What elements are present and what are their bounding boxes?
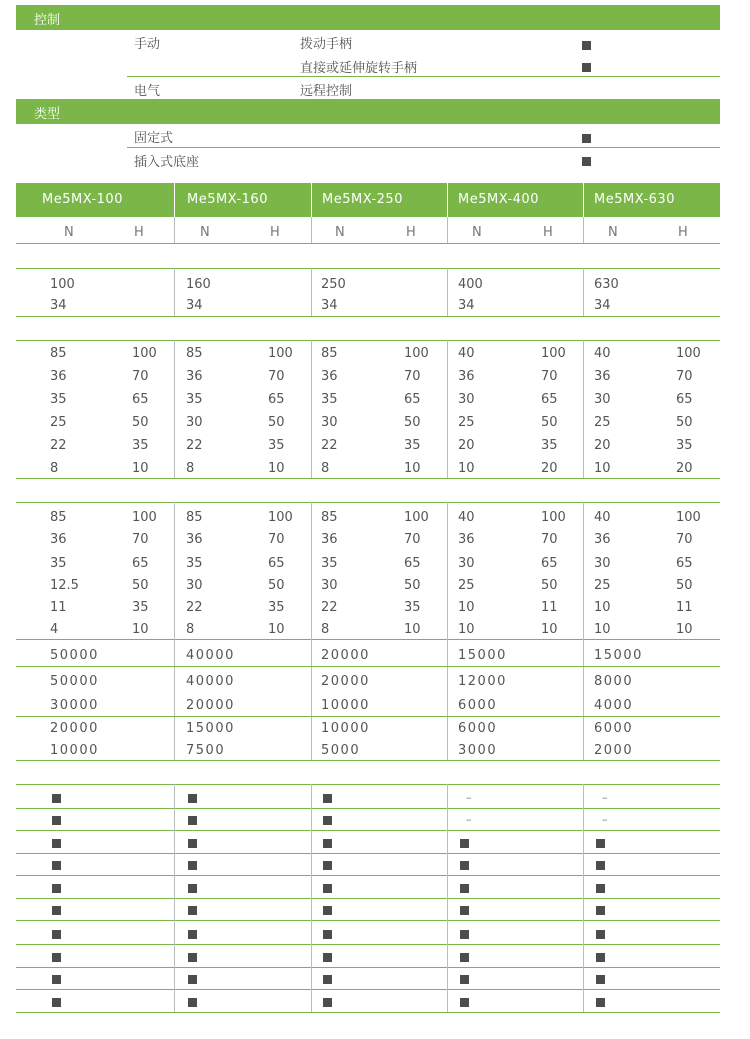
service-capacity-h: 50 — [541, 578, 558, 593]
rated-voltage: 34 — [50, 298, 67, 313]
available-mark — [188, 930, 197, 939]
column-separator — [311, 340, 312, 478]
service-capacity-h: 65 — [404, 556, 421, 571]
service-capacity-n: 36 — [321, 532, 338, 547]
model-header-0: Me5MX-100 — [16, 183, 174, 217]
available-mark — [323, 861, 332, 870]
breaking-capacity-h: 50 — [676, 415, 693, 430]
available-mark — [323, 930, 332, 939]
life-value: 4000 — [594, 698, 634, 713]
service-capacity-h: 65 — [268, 556, 285, 571]
service-capacity-h: 65 — [676, 556, 693, 571]
row-divider — [16, 830, 720, 831]
life-value: 6000 — [594, 721, 634, 736]
service-capacity-h: 10 — [268, 622, 285, 637]
row-divider — [16, 502, 720, 503]
life-value: 10000 — [321, 721, 370, 736]
n-label: N — [200, 225, 210, 240]
row-divider — [16, 920, 720, 921]
service-capacity-h: 35 — [268, 600, 285, 615]
breaking-capacity-n: 35 — [50, 392, 67, 407]
available-mark — [460, 975, 469, 984]
breaking-capacity-h: 50 — [268, 415, 285, 430]
breaking-capacity-n: 30 — [186, 415, 203, 430]
available-mark — [52, 906, 61, 915]
row-divider — [16, 784, 720, 785]
available-mark — [188, 906, 197, 915]
model-header-4: Me5MX-630 — [584, 183, 720, 217]
column-separator — [447, 340, 448, 478]
row-divider — [16, 316, 720, 317]
row-divider — [16, 853, 720, 854]
service-capacity-h: 10 — [541, 622, 558, 637]
breaking-capacity-n: 36 — [186, 369, 203, 384]
breaking-capacity-h: 50 — [541, 415, 558, 430]
row-divider — [16, 967, 720, 968]
available-mark — [460, 861, 469, 870]
breaking-capacity-h: 10 — [132, 461, 149, 476]
service-capacity-n: 30 — [186, 578, 203, 593]
breaking-capacity-n: 10 — [458, 461, 475, 476]
available-mark — [188, 998, 197, 1007]
service-capacity-n: 25 — [594, 578, 611, 593]
available-mark — [52, 975, 61, 984]
service-capacity-n: 11 — [50, 600, 67, 615]
service-capacity-h: 50 — [268, 578, 285, 593]
life-value: 20000 — [50, 721, 99, 736]
column-separator — [311, 639, 312, 760]
service-capacity-n: 22 — [186, 600, 203, 615]
available-mark — [596, 861, 605, 870]
model-header-2: Me5MX-250 — [312, 183, 447, 217]
life-value: 5000 — [321, 743, 361, 758]
life-value: 8000 — [594, 674, 634, 689]
service-capacity-n: 85 — [321, 510, 338, 525]
life-value: 40000 — [186, 648, 235, 663]
available-mark — [460, 884, 469, 893]
service-capacity-h: 100 — [268, 510, 293, 525]
breaking-capacity-n: 36 — [458, 369, 475, 384]
column-separator — [583, 502, 584, 639]
available-mark — [596, 953, 605, 962]
breaking-capacity-h: 70 — [268, 369, 285, 384]
electric-label: 电气 — [134, 84, 161, 99]
life-value: 7500 — [186, 743, 226, 758]
breaking-capacity-h: 20 — [676, 461, 693, 476]
breaking-capacity-h: 35 — [676, 438, 693, 453]
rated-current: 160 — [186, 277, 211, 292]
service-capacity-n: 36 — [458, 532, 475, 547]
service-capacity-h: 11 — [676, 600, 693, 615]
column-separator — [447, 268, 448, 316]
breaking-capacity-h: 35 — [541, 438, 558, 453]
control-title: 控制 — [34, 13, 61, 28]
n-label: N — [335, 225, 345, 240]
available-mark — [52, 998, 61, 1007]
available-mark — [52, 861, 61, 870]
fixed-label: 固定式 — [134, 131, 174, 146]
available-mark — [52, 884, 61, 893]
service-capacity-h: 100 — [132, 510, 157, 525]
column-separator — [174, 340, 175, 478]
breaking-capacity-h: 10 — [268, 461, 285, 476]
breaking-capacity-h: 100 — [268, 346, 293, 361]
breaking-capacity-h: 70 — [541, 369, 558, 384]
available-mark — [188, 839, 197, 848]
service-capacity-n: 85 — [186, 510, 203, 525]
divider — [127, 76, 720, 77]
rated-voltage: 34 — [458, 298, 475, 313]
row-divider — [16, 243, 720, 244]
available-mark — [323, 998, 332, 1007]
breaking-capacity-n: 30 — [594, 392, 611, 407]
breaking-capacity-n: 8 — [321, 461, 330, 476]
not-available-dash: – — [602, 791, 608, 804]
column-separator — [174, 268, 175, 316]
rated-current: 250 — [321, 277, 346, 292]
breaking-capacity-n: 22 — [50, 438, 67, 453]
available-mark — [460, 953, 469, 962]
direct-rotary-label: 直接或延伸旋转手柄 — [300, 61, 418, 76]
service-capacity-n: 36 — [594, 532, 611, 547]
breaking-capacity-h: 35 — [132, 438, 149, 453]
service-capacity-h: 10 — [132, 622, 149, 637]
life-value: 50000 — [50, 674, 99, 689]
breaking-capacity-n: 20 — [458, 438, 475, 453]
service-capacity-h: 100 — [676, 510, 701, 525]
column-separator — [311, 502, 312, 639]
breaking-capacity-h: 65 — [541, 392, 558, 407]
available-mark — [323, 816, 332, 825]
service-capacity-h: 10 — [676, 622, 693, 637]
breaking-capacity-n: 8 — [50, 461, 59, 476]
manual-label: 手动 — [134, 37, 161, 52]
rated-voltage: 34 — [594, 298, 611, 313]
column-separator — [447, 502, 448, 639]
breaking-capacity-h: 10 — [404, 461, 421, 476]
row-divider — [16, 760, 720, 761]
available-mark — [188, 884, 197, 893]
available-mark — [323, 794, 332, 803]
h-label: H — [270, 225, 280, 240]
service-capacity-n: 10 — [594, 622, 611, 637]
life-value: 40000 — [186, 674, 235, 689]
service-capacity-h: 10 — [404, 622, 421, 637]
breaking-capacity-n: 85 — [50, 346, 67, 361]
row-divider — [16, 268, 720, 269]
available-mark — [188, 861, 197, 870]
breaking-capacity-h: 65 — [676, 392, 693, 407]
available-mark — [460, 998, 469, 1007]
control-header — [16, 5, 720, 30]
service-capacity-h: 11 — [541, 600, 558, 615]
available-mark — [323, 975, 332, 984]
breaking-capacity-h: 50 — [132, 415, 149, 430]
available-mark — [52, 794, 61, 803]
available-mark — [188, 816, 197, 825]
row-divider — [16, 666, 720, 667]
type-header — [16, 99, 720, 124]
column-separator — [174, 217, 175, 244]
breaking-capacity-h: 100 — [676, 346, 701, 361]
rated-current: 100 — [50, 277, 75, 292]
service-capacity-h: 50 — [676, 578, 693, 593]
breaking-capacity-n: 22 — [186, 438, 203, 453]
breaking-capacity-n: 36 — [594, 369, 611, 384]
column-separator — [583, 268, 584, 316]
h-label: H — [406, 225, 416, 240]
rated-current: 400 — [458, 277, 483, 292]
service-capacity-n: 10 — [458, 622, 475, 637]
breaking-capacity-n: 85 — [321, 346, 338, 361]
column-separator — [583, 217, 584, 244]
service-capacity-h: 35 — [132, 600, 149, 615]
service-capacity-h: 70 — [268, 532, 285, 547]
breaking-capacity-n: 22 — [321, 438, 338, 453]
n-label: N — [608, 225, 618, 240]
service-capacity-n: 4 — [50, 622, 59, 637]
row-divider — [16, 989, 720, 990]
life-value: 6000 — [458, 698, 498, 713]
available-mark — [188, 975, 197, 984]
row-divider — [16, 716, 720, 717]
service-capacity-h: 70 — [676, 532, 693, 547]
breaking-capacity-n: 30 — [321, 415, 338, 430]
life-value: 10000 — [321, 698, 370, 713]
breaking-capacity-n: 20 — [594, 438, 611, 453]
service-capacity-n: 40 — [594, 510, 611, 525]
available-mark — [52, 839, 61, 848]
row-divider — [16, 898, 720, 899]
service-capacity-n: 40 — [458, 510, 475, 525]
column-separator — [174, 639, 175, 760]
row-divider — [16, 639, 720, 640]
type-title: 类型 — [34, 107, 61, 122]
column-separator — [447, 639, 448, 760]
column-separator — [311, 217, 312, 244]
service-capacity-h: 100 — [404, 510, 429, 525]
available-mark — [323, 953, 332, 962]
breaking-capacity-n: 36 — [50, 369, 67, 384]
breaking-capacity-n: 10 — [594, 461, 611, 476]
breaking-capacity-h: 65 — [132, 392, 149, 407]
breaking-capacity-n: 36 — [321, 369, 338, 384]
breaking-capacity-n: 35 — [321, 392, 338, 407]
breaking-capacity-h: 50 — [404, 415, 421, 430]
not-available-dash: – — [466, 813, 472, 826]
breaking-capacity-h: 100 — [404, 346, 429, 361]
n-label: N — [472, 225, 482, 240]
service-capacity-n: 8 — [186, 622, 195, 637]
breaking-capacity-h: 100 — [541, 346, 566, 361]
row-divider — [16, 478, 720, 479]
toggle-handle-mark — [582, 41, 591, 50]
rated-voltage: 34 — [186, 298, 203, 313]
breaking-capacity-n: 25 — [594, 415, 611, 430]
life-value: 6000 — [458, 721, 498, 736]
breaking-capacity-n: 30 — [458, 392, 475, 407]
direct-rotary-mark — [582, 63, 591, 72]
breaking-capacity-h: 70 — [404, 369, 421, 384]
service-capacity-n: 35 — [50, 556, 67, 571]
column-separator — [174, 784, 175, 1012]
not-available-dash: – — [602, 813, 608, 826]
toggle-handle-label: 拨动手柄 — [300, 37, 353, 52]
service-capacity-n: 8 — [321, 622, 330, 637]
life-value: 20000 — [186, 698, 235, 713]
row-divider — [16, 875, 720, 876]
available-mark — [596, 998, 605, 1007]
service-capacity-h: 100 — [541, 510, 566, 525]
row-divider — [16, 1012, 720, 1013]
life-value: 20000 — [321, 674, 370, 689]
service-capacity-n: 35 — [186, 556, 203, 571]
available-mark — [52, 953, 61, 962]
breaking-capacity-h: 35 — [404, 438, 421, 453]
available-mark — [188, 794, 197, 803]
not-available-dash: – — [466, 791, 472, 804]
column-separator — [174, 502, 175, 639]
service-capacity-n: 35 — [321, 556, 338, 571]
service-capacity-n: 36 — [50, 532, 67, 547]
available-mark — [596, 906, 605, 915]
available-mark — [323, 906, 332, 915]
life-value: 12000 — [458, 674, 507, 689]
service-capacity-n: 30 — [594, 556, 611, 571]
life-value: 50000 — [50, 648, 99, 663]
row-divider — [16, 340, 720, 341]
h-label: H — [134, 225, 144, 240]
service-capacity-h: 50 — [132, 578, 149, 593]
row-divider — [16, 944, 720, 945]
service-capacity-h: 35 — [404, 600, 421, 615]
service-capacity-h: 50 — [404, 578, 421, 593]
service-capacity-n: 85 — [50, 510, 67, 525]
h-label: H — [543, 225, 553, 240]
available-mark — [323, 839, 332, 848]
model-header-3: Me5MX-400 — [448, 183, 583, 217]
service-capacity-n: 12.5 — [50, 578, 79, 593]
service-capacity-n: 10 — [458, 600, 475, 615]
column-separator — [311, 268, 312, 316]
breaking-capacity-n: 35 — [186, 392, 203, 407]
life-value: 15000 — [594, 648, 643, 663]
service-capacity-h: 65 — [132, 556, 149, 571]
available-mark — [596, 975, 605, 984]
service-capacity-n: 30 — [458, 556, 475, 571]
service-capacity-n: 30 — [321, 578, 338, 593]
service-capacity-n: 22 — [321, 600, 338, 615]
column-separator — [447, 217, 448, 244]
life-value: 20000 — [321, 648, 370, 663]
service-capacity-h: 65 — [541, 556, 558, 571]
column-separator — [583, 784, 584, 1012]
breaking-capacity-h: 20 — [541, 461, 558, 476]
life-value: 2000 — [594, 743, 634, 758]
life-value: 30000 — [50, 698, 99, 713]
breaking-capacity-h: 100 — [132, 346, 157, 361]
rated-voltage: 34 — [321, 298, 338, 313]
breaking-capacity-h: 70 — [132, 369, 149, 384]
breaking-capacity-n: 40 — [594, 346, 611, 361]
life-value: 15000 — [186, 721, 235, 736]
breaking-capacity-n: 8 — [186, 461, 195, 476]
remote-label: 远程控制 — [300, 84, 353, 99]
service-capacity-h: 70 — [132, 532, 149, 547]
service-capacity-h: 70 — [404, 532, 421, 547]
available-mark — [460, 930, 469, 939]
available-mark — [596, 839, 605, 848]
available-mark — [323, 884, 332, 893]
fixed-mark — [582, 134, 591, 143]
breaking-capacity-n: 40 — [458, 346, 475, 361]
column-separator — [311, 784, 312, 1012]
n-label: N — [64, 225, 74, 240]
available-mark — [52, 816, 61, 825]
service-capacity-n: 25 — [458, 578, 475, 593]
breaking-capacity-h: 35 — [268, 438, 285, 453]
available-mark — [596, 930, 605, 939]
divider — [127, 147, 720, 148]
breaking-capacity-n: 25 — [50, 415, 67, 430]
breaking-capacity-n: 85 — [186, 346, 203, 361]
life-value: 10000 — [50, 743, 99, 758]
h-label: H — [678, 225, 688, 240]
life-value: 3000 — [458, 743, 498, 758]
plugin-label: 插入式底座 — [134, 155, 200, 170]
column-separator — [583, 340, 584, 478]
row-divider — [16, 808, 720, 809]
breaking-capacity-h: 65 — [268, 392, 285, 407]
available-mark — [460, 906, 469, 915]
breaking-capacity-h: 65 — [404, 392, 421, 407]
rated-current: 630 — [594, 277, 619, 292]
available-mark — [460, 839, 469, 848]
column-separator — [583, 639, 584, 760]
model-header-1: Me5MX-160 — [175, 183, 311, 217]
plugin-mark — [582, 157, 591, 166]
available-mark — [188, 953, 197, 962]
breaking-capacity-h: 70 — [676, 369, 693, 384]
service-capacity-h: 70 — [541, 532, 558, 547]
available-mark — [596, 884, 605, 893]
life-value: 15000 — [458, 648, 507, 663]
service-capacity-n: 10 — [594, 600, 611, 615]
column-separator — [447, 784, 448, 1012]
available-mark — [52, 930, 61, 939]
breaking-capacity-n: 25 — [458, 415, 475, 430]
service-capacity-n: 36 — [186, 532, 203, 547]
